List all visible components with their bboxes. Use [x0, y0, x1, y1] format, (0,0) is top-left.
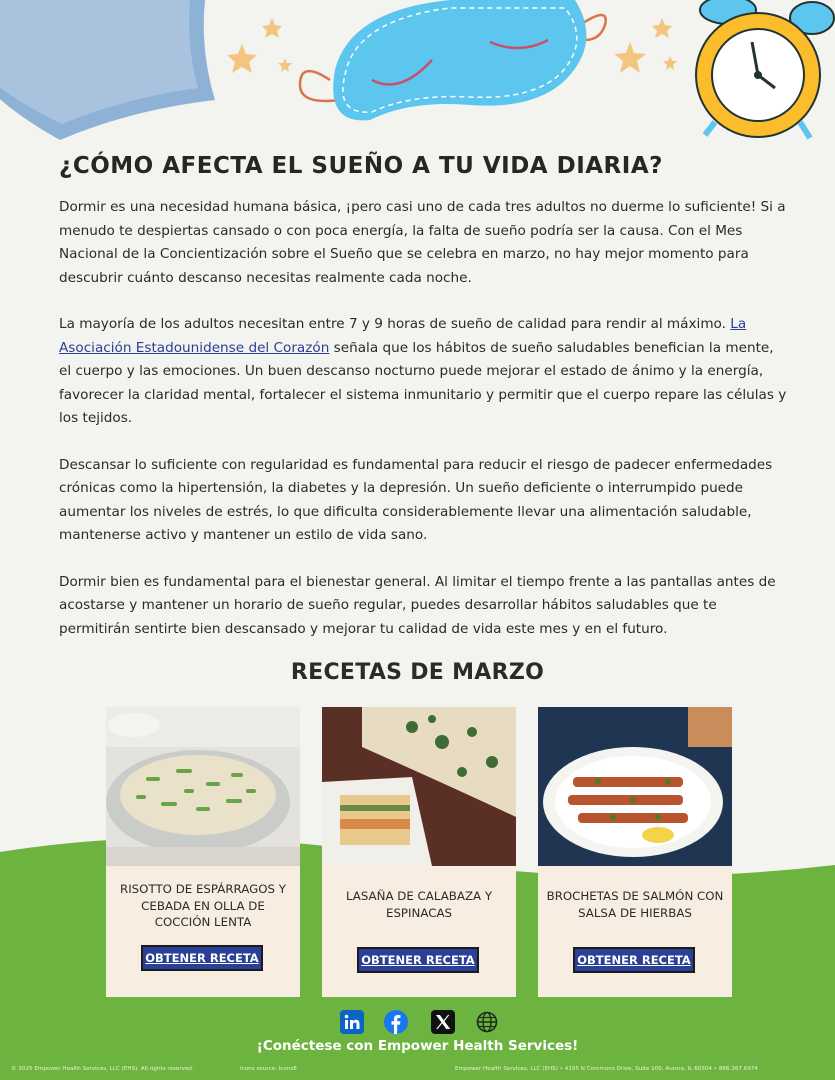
risotto-photo — [106, 707, 300, 866]
pillow-icon — [0, 0, 215, 140]
recipe-cards — [106, 707, 732, 997]
paragraph-2-end: señala que los hábitos de sueño saludables benefician la mente, el cuerpo y las emociones. Un buen descanso nocturno puede mejorar el estado de ánimo y la energía, favorecer la claridad mental, fortalecer el sistema inmunitario y permitir que el cuerpo repare las células y los tejidos. — [59, 339, 787, 426]
recipe-card-lasagna — [322, 707, 516, 997]
get-recipe-button-risotto[interactable]: OBTENER RECETA — [141, 945, 263, 971]
sleep-illustration — [0, 0, 835, 150]
x-icon[interactable] — [431, 1010, 455, 1034]
salmon-skewers-photo — [538, 707, 732, 866]
get-recipe-button-salmon[interactable]: OBTENER RECETA — [573, 947, 695, 973]
connect-text: ¡Conéctese con Empower Health Services! — [256, 1038, 579, 1054]
linkedin-icon[interactable] — [340, 1010, 364, 1034]
globe-icon[interactable] — [475, 1010, 499, 1034]
recipe-card-risotto — [106, 707, 300, 997]
footer — [0, 1066, 835, 1078]
paragraph-1: Dormir es una necesidad humana básica, ¡pero casi uno de cada tres adultos no duerme lo suficiente! Si a menudo te despiertas cansado o con poca energía, la falta de sueño podría ser la causa. Con el Mes Nacional de la Concientización sobre el Sueño que se celebra en marzo, no hay mejor momento para descubrir cuánto descanso necesitas realmente cada noche. — [59, 199, 786, 286]
article-title: ¿CÓMO AFECTA EL SUEÑO A TU VIDA DIARIA? — [59, 153, 663, 179]
paragraph-2-start: La mayoría de los adultos necesitan entre 7 y 9 horas de sueño de calidad para rendir al máximo. — [59, 316, 731, 332]
get-recipe-button-lasagna[interactable]: OBTENER RECETA — [357, 947, 479, 973]
facebook-icon[interactable] — [384, 1010, 408, 1034]
footer-copyright: © 2025 Empower Health Services, LLC (EHS). All rights reserved. — [11, 1066, 194, 1072]
paragraph-3: Descansar lo suficiente con regularidad es fundamental para reducir el riesgo de padecer enfermedades crónicas como la hipertensión, la diabetes y la depresión. Un sueño deficiente o interrumpido puede aumentar los niveles de estrés, lo que dificulta considerablemente llevar una alimentación saludable, mantenerse activo y mantener un estilo de vida sano. — [59, 456, 773, 543]
social-links — [339, 1010, 499, 1036]
recipe-name-salmon: BROCHETAS DE SALMÓN CON SALSA DE HIERBAS — [546, 889, 724, 920]
paragraph-4: Dormir bien es fundamental para el bienestar general. Al limitar el tiempo frente a las pantallas antes de acostarse y mantener un horario de sueño regular, puedes desarrollar hábitos saludables que te permitirán sentirte bien descansado y mejorar tu calidad de vida este mes y en el futuro. — [59, 573, 776, 637]
heart-association-link[interactable]: La Asociación Estadounidense del Corazón — [59, 316, 747, 356]
article — [59, 150, 789, 664]
recipe-name-risotto: RISOTTO DE ESPÁRRAGOS Y CEBADA EN OLLA DE COCCIÓN LENTA — [120, 882, 286, 929]
recipes-title: RECETAS DE MARZO — [290, 660, 545, 685]
recipe-name-lasagna: LASAÑA DE CALABAZA Y ESPINACAS — [345, 889, 493, 920]
footer-icons-source: Icons source: Icons8 — [240, 1066, 297, 1072]
recipe-card-salmon — [538, 707, 732, 997]
alarm-clock-icon — [696, 0, 834, 138]
footer-address: Empower Health Services, LLC (EHS) • 4195 N Commons Drive, Suite 100, Aurora, IL 60504 • 866.367.6974 — [455, 1066, 758, 1072]
sleep-mask-icon — [300, 0, 606, 120]
lasagna-photo — [322, 707, 516, 866]
paragraph-2 — [59, 313, 789, 431]
